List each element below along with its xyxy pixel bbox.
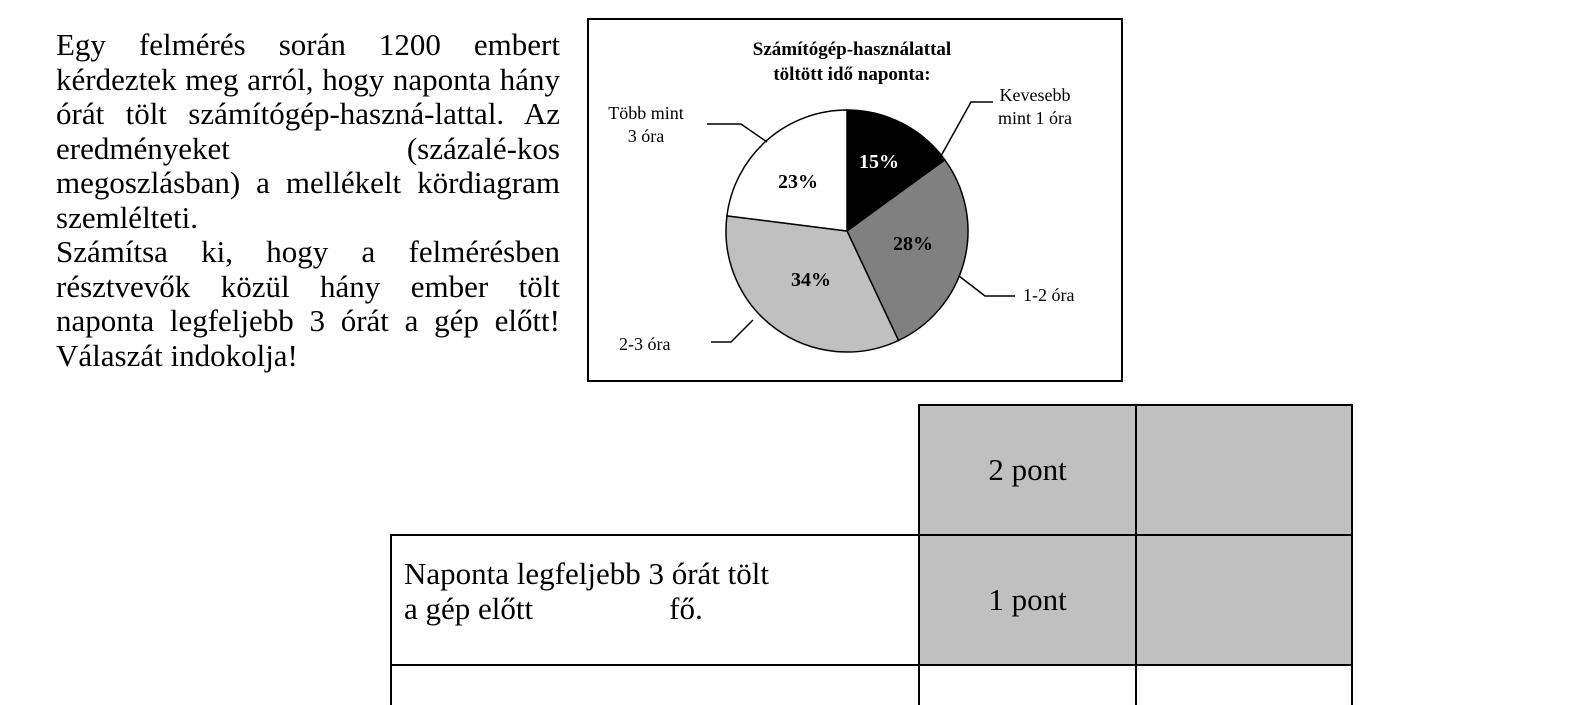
answer-line-2b: fő. — [669, 591, 703, 626]
table-bottom-cell-2 — [919, 665, 1136, 705]
pie-chart-frame — [587, 18, 1123, 382]
leader-line-1-2-ora — [959, 276, 1015, 296]
slice-label-kevesebb-line-2: mint 1 óra — [998, 108, 1072, 128]
points-cell-2: 1 pont — [919, 535, 1136, 665]
table-bottom-cell-3 — [1136, 665, 1352, 705]
table-empty-cell — [391, 405, 919, 535]
slice-label-tobb-line-2: 3 óra — [627, 126, 665, 146]
leader-line-2-3-ora — [711, 320, 753, 342]
leader-line-kevesebb — [941, 102, 993, 156]
pie-value-label-28: 28% — [893, 233, 933, 255]
score-table — [390, 404, 1353, 705]
slice-label-2-3-ora: 2-3 óra — [619, 334, 671, 354]
chart-title-line-2: töltött idő naponta: — [773, 64, 931, 85]
problem-text — [56, 28, 560, 373]
answer-line-1: Naponta legfeljebb 3 órát tölt — [404, 556, 769, 591]
pie-chart — [589, 20, 1121, 380]
chart-title-line-1: Számítógép-használattal — [752, 39, 952, 60]
pie-value-label-23: 23% — [778, 171, 818, 193]
slice-label-1-2-ora: 1-2 óra — [1023, 285, 1075, 305]
problem-paragraph-1: Egy felmérés során 1200 embert kérdeztek meg arról, hogy naponta hány órát tölt számítógép-haszná-lattal. Az eredményeket (százalé-kos megoszlásban) a mellékelt kördiagram szemlélteti. — [56, 27, 560, 235]
score-entry-cell-1 — [1136, 405, 1352, 535]
answer-line-2a: a gép előtt — [404, 591, 534, 626]
points-cell-1: 2 pont — [919, 405, 1136, 535]
table-bottom-cell-1 — [391, 665, 919, 705]
slice-label-tobb-line-1: Több mint — [608, 103, 684, 123]
pie-value-label-34: 34% — [791, 269, 831, 291]
answer-cell — [391, 535, 919, 665]
pie-value-label-15: 15% — [859, 151, 899, 173]
problem-paragraph-2: Számítsa ki, hogy a felmérésben résztvevők közül hány ember tölt naponta legfeljebb 3 órát a gép előtt! Válaszát indokolja! — [56, 234, 560, 373]
score-entry-cell-2 — [1136, 535, 1352, 665]
slice-label-kevesebb-line-1: Kevesebb — [999, 85, 1071, 105]
leader-line-tobb-mint-3-ora — [707, 124, 767, 142]
